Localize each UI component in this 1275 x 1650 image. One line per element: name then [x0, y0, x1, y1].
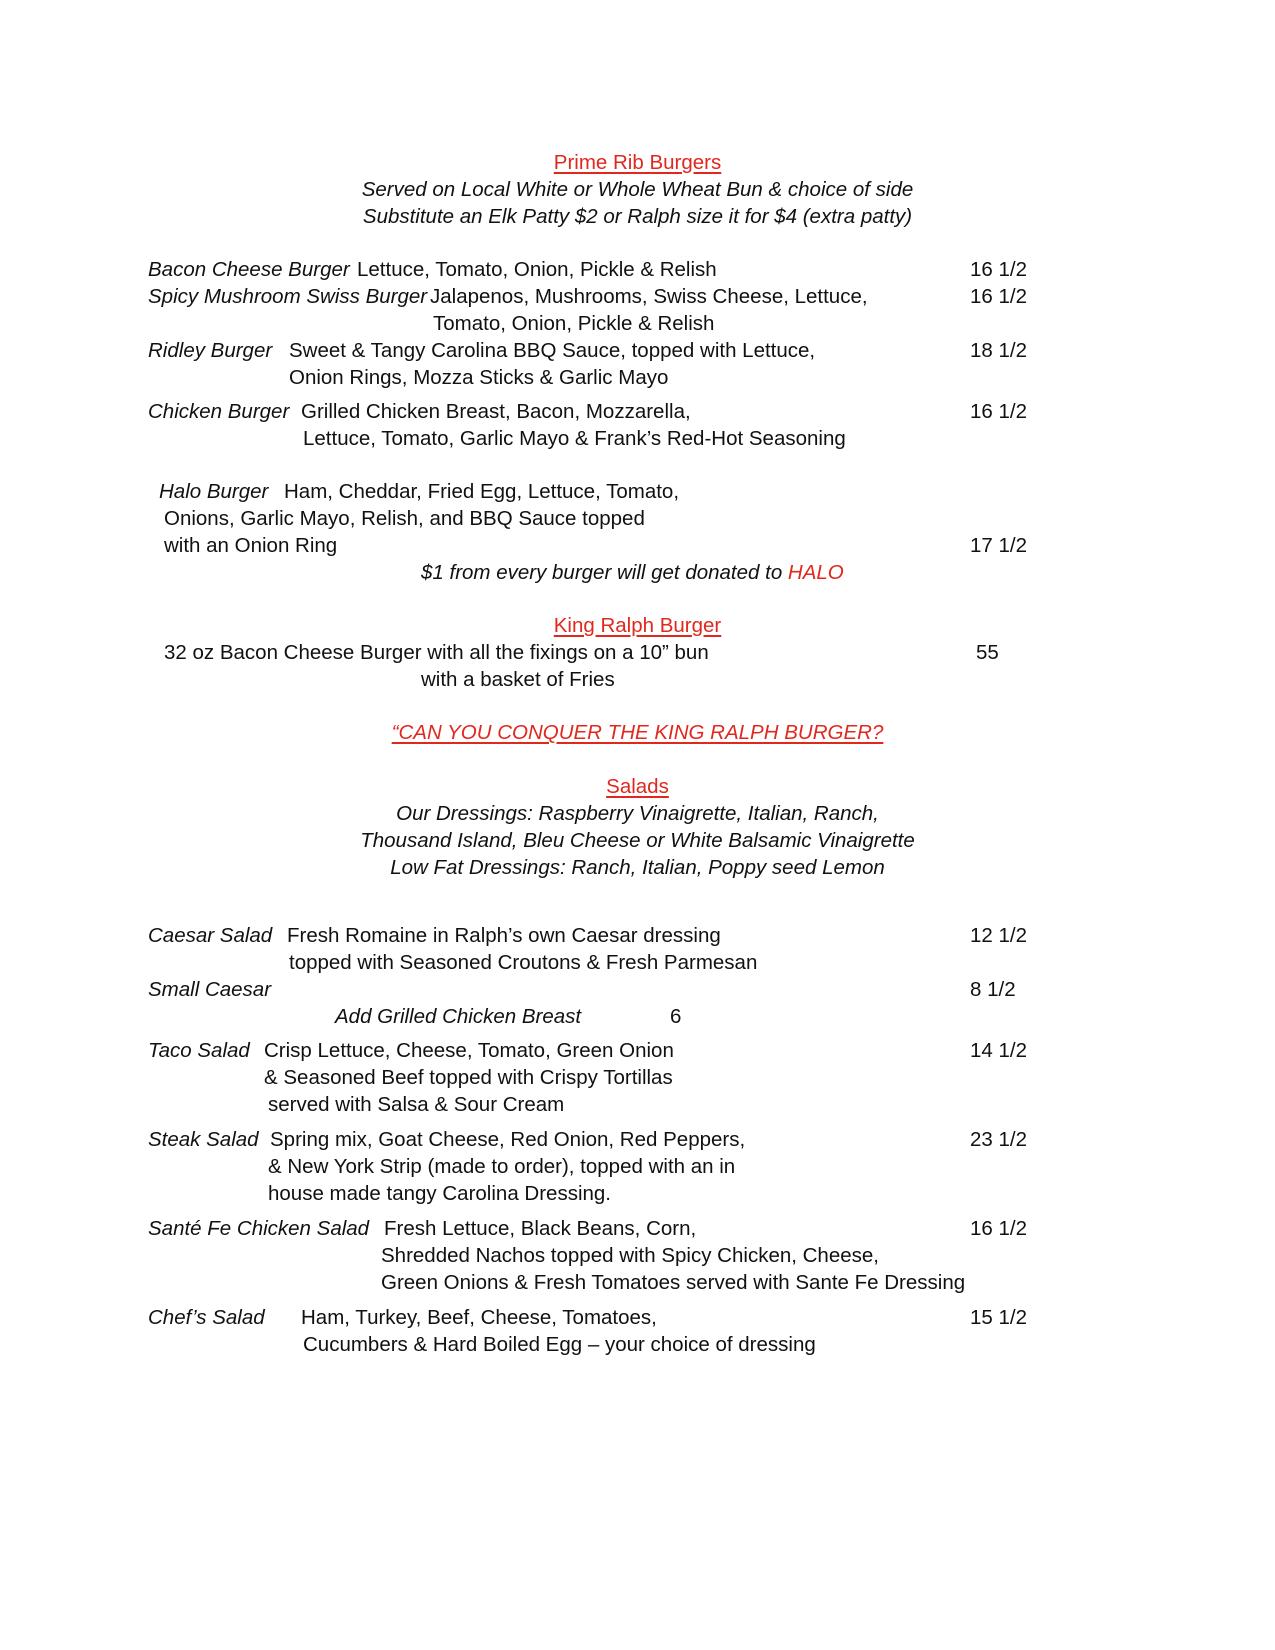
item-description: served with Salsa & Sour Cream [268, 1093, 565, 1116]
king-ralph-description: 32 oz Bacon Cheese Burger with all the fixings on a 10” bun [164, 641, 709, 664]
item-name: Small Caesar [148, 978, 272, 1001]
item-description: Onions, Garlic Mayo, Relish, and BBQ Sauce topped [164, 507, 645, 530]
item-description: Tomato, Onion, Pickle & Relish [433, 312, 715, 335]
item-name: Santé Fe Chicken Salad [148, 1217, 370, 1240]
item-description: Spring mix, Goat Cheese, Red Onion, Red Peppers, [270, 1128, 746, 1151]
item-price: 16 1/2 [970, 285, 1027, 308]
item-description: Cucumbers & Hard Boiled Egg – your choice of dressing [303, 1333, 816, 1356]
item-name: Chef’s Salad [148, 1306, 265, 1329]
item-name: Ridley Burger [148, 339, 273, 362]
burgers-subheading: Served on Local White or Whole Wheat Bun & choice of side [361, 178, 914, 201]
low-fat-dressings-line: Low Fat Dressings: Ranch, Italian, Poppy seed Lemon [390, 856, 885, 879]
item-description: Jalapenos, Mushrooms, Swiss Cheese, Lettuce, [430, 285, 868, 308]
item-name: Caesar Salad [148, 924, 273, 947]
dressings-line: Thousand Island, Bleu Cheese or White Balsamic Vinaigrette [360, 829, 915, 852]
item-description: Crisp Lettuce, Cheese, Tomato, Green Onion [264, 1039, 674, 1062]
item-price: 12 1/2 [970, 924, 1027, 947]
item-price: 23 1/2 [970, 1128, 1027, 1151]
item-description: Ham, Turkey, Beef, Cheese, Tomatoes, [301, 1306, 657, 1329]
add-on-name: Add Grilled Chicken Breast [335, 1005, 582, 1028]
burgers-heading: Prime Rib Burgers [553, 151, 722, 174]
item-description: Onion Rings, Mozza Sticks & Garlic Mayo [289, 366, 669, 389]
item-description: house made tangy Carolina Dressing. [268, 1182, 611, 1205]
king-ralph-challenge: “CAN YOU CONQUER THE KING RALPH BURGER? [391, 721, 884, 744]
item-name: Taco Salad [148, 1039, 250, 1062]
burgers-substitute-note: Substitute an Elk Patty $2 or Ralph size it for $4 (extra patty) [362, 205, 913, 228]
item-name: Bacon Cheese Burger [148, 258, 350, 281]
item-price: 8 1/2 [970, 978, 1016, 1001]
item-name: Spicy Mushroom Swiss Burger [148, 285, 428, 308]
item-price: 16 1/2 [970, 258, 1027, 281]
king-ralph-heading: King Ralph Burger [553, 614, 722, 637]
king-ralph-description: with a basket of Fries [421, 668, 615, 691]
item-price: 18 1/2 [970, 339, 1027, 362]
item-description: Fresh Romaine in Ralph’s own Caesar dressing [287, 924, 721, 947]
item-name: Steak Salad [148, 1128, 259, 1151]
item-description: Grilled Chicken Breast, Bacon, Mozzarella, [301, 400, 691, 423]
item-price: 14 1/2 [970, 1039, 1027, 1062]
halo-donation-note [421, 563, 844, 584]
item-description: with an Onion Ring [164, 534, 338, 557]
item-price: 17 1/2 [970, 534, 1027, 557]
item-description: & Seasoned Beef topped with Crispy Tortillas [264, 1066, 673, 1089]
item-description: Lettuce, Tomato, Onion, Pickle & Relish [357, 258, 717, 281]
item-description: Sweet & Tangy Carolina BBQ Sauce, topped with Lettuce, [289, 339, 816, 362]
item-price: 55 [976, 641, 999, 664]
add-on-price: 6 [670, 1005, 682, 1028]
item-description: topped with Seasoned Croutons & Fresh Parmesan [289, 951, 758, 974]
item-price: 15 1/2 [970, 1306, 1027, 1329]
item-description: Ham, Cheddar, Fried Egg, Lettuce, Tomato, [284, 480, 680, 503]
item-description: Green Onions & Fresh Tomatoes served with Sante Fe Dressing [381, 1271, 966, 1294]
item-description: Shredded Nachos topped with Spicy Chicken, Cheese, [381, 1244, 879, 1267]
item-name: Halo Burger [159, 480, 269, 503]
item-price: 16 1/2 [970, 1217, 1027, 1240]
halo-note-text: $1 from every burger will get donated to [421, 561, 788, 584]
salads-heading: Salads [606, 775, 669, 798]
halo-word: HALO [787, 561, 844, 584]
item-description: Lettuce, Tomato, Garlic Mayo & Frank’s Red-Hot Seasoning [303, 427, 846, 450]
item-price: 16 1/2 [970, 400, 1027, 423]
item-description: & New York Strip (made to order), topped with an in [268, 1155, 736, 1178]
dressings-line: Our Dressings: Raspberry Vinaigrette, Italian, Ranch, [396, 802, 879, 825]
item-description: Fresh Lettuce, Black Beans, Corn, [384, 1217, 697, 1240]
item-name: Chicken Burger [148, 400, 290, 423]
